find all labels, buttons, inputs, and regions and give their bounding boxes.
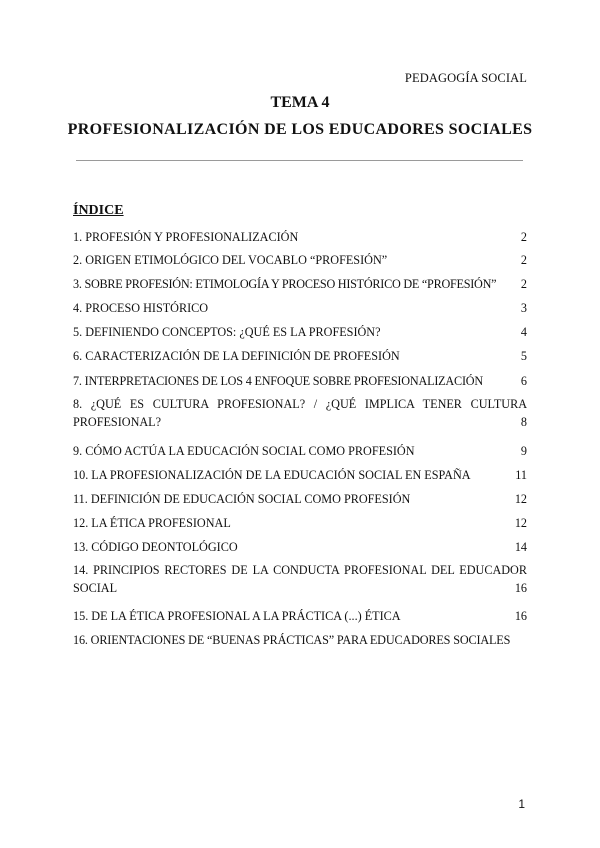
toc-entry-page: 16 (514, 581, 527, 595)
document-title: PROFESIONALIZACIÓN DE LOS EDUCADORES SOCIALES (67, 121, 533, 138)
toc-entry-15[interactable] (73, 609, 527, 627)
toc-entry-3[interactable] (73, 277, 527, 295)
toc-entry-label: 8. ¿QUÉ ES CULTURA PROFESIONAL? / ¿QUÉ IMPLICA TENER CULTURA (73, 397, 527, 411)
toc-entry-6[interactable] (73, 349, 527, 367)
page-number: 1 (518, 797, 525, 811)
running-header: PEDAGOGÍA SOCIAL (404, 71, 527, 85)
toc-entry-page: 3 (520, 301, 527, 315)
toc-entry-label: 14. PRINCIPIOS RECTORES DE LA CONDUCTA PROFESIONAL DEL EDUCADOR (73, 563, 527, 577)
toc-entry-label: 7. INTERPRETACIONES DE LOS 4 ENFOQUE SOBRE PROFESIONALIZACIÓN (73, 374, 484, 388)
toc-entry-16[interactable] (73, 633, 527, 651)
toc-entry-label: 6. CARACTERIZACIÓN DE LA DEFINICIÓN DE PROFESIÓN (73, 349, 400, 363)
toc-entry-12[interactable] (73, 516, 527, 534)
toc-entry-label: 15. DE LA ÉTICA PROFESIONAL A LA PRÁCTICA (...) ÉTICA (73, 609, 401, 623)
toc-entry-11[interactable] (73, 492, 527, 510)
toc-entry-9[interactable] (73, 444, 527, 462)
toc-entry-label: 1. PROFESIÓN Y PROFESIONALIZACIÓN (73, 230, 299, 244)
toc-entry-page: 5 (520, 349, 527, 363)
toc-entry-13[interactable] (73, 540, 527, 558)
toc-entry-label-continued: PROFESIONAL? (73, 415, 162, 429)
toc-entry-label: 11. DEFINICIÓN DE EDUCACIÓN SOCIAL COMO PROFESIÓN (73, 492, 411, 506)
toc-entry-1[interactable] (73, 230, 527, 248)
toc-entry-14[interactable] (73, 563, 527, 599)
toc-entry-5[interactable] (73, 325, 527, 343)
toc-entry-2[interactable] (73, 253, 527, 271)
toc-entry-label-continued: SOCIAL (73, 581, 118, 595)
toc-entry-label: 4. PROCESO HISTÓRICO (73, 301, 209, 315)
toc-entry-label: 5. DEFINIENDO CONCEPTOS: ¿QUÉ ES LA PROFESIÓN? (73, 325, 381, 339)
toc-entry-page: 2 (520, 277, 527, 291)
title-divider (76, 160, 523, 161)
toc-entry-page: 9 (520, 444, 527, 458)
toc-entry-page: 12 (514, 492, 527, 506)
toc-entry-label: 9. CÓMO ACTÚA LA EDUCACIÓN SOCIAL COMO PROFESIÓN (73, 444, 415, 458)
toc-entry-label: 16. ORIENTACIONES DE “BUENAS PRÁCTICAS” PARA EDUCADORES SOCIALES (73, 633, 511, 647)
toc-entry-7[interactable] (73, 374, 527, 392)
toc-entry-page: 12 (514, 516, 527, 530)
topic-number: TEMA 4 (270, 94, 330, 111)
toc-entry-page: 6 (520, 374, 527, 388)
toc-entry-page: 11 (515, 468, 527, 482)
index-heading: ÍNDICE (73, 203, 124, 218)
toc-entry-page: 16 (514, 609, 527, 623)
toc-entry-label: 10. LA PROFESIONALIZACIÓN DE LA EDUCACIÓN SOCIAL EN ESPAÑA (73, 468, 471, 482)
toc-entry-label: 13. CÓDIGO DEONTOLÓGICO (73, 540, 238, 554)
toc-entry-page: 2 (520, 253, 527, 267)
toc-entry-label: 3. SOBRE PROFESIÓN: ETIMOLOGÍA Y PROCESO HISTÓRICO DE “PROFESIÓN” (73, 277, 497, 291)
toc-entry-page: 4 (520, 325, 527, 339)
toc-entry-page: 8 (520, 415, 527, 429)
toc-entry-8[interactable] (73, 397, 527, 433)
toc-entry-label: 12. LA ÉTICA PROFESIONAL (73, 516, 231, 530)
toc-entry-page: 2 (520, 230, 527, 244)
toc-entry-label: 2. ORIGEN ETIMOLÓGICO DEL VOCABLO “PROFESIÓN” (73, 253, 388, 267)
toc-entry-page: 14 (514, 540, 527, 554)
toc-entry-10[interactable] (73, 468, 527, 486)
toc-entry-4[interactable] (73, 301, 527, 319)
